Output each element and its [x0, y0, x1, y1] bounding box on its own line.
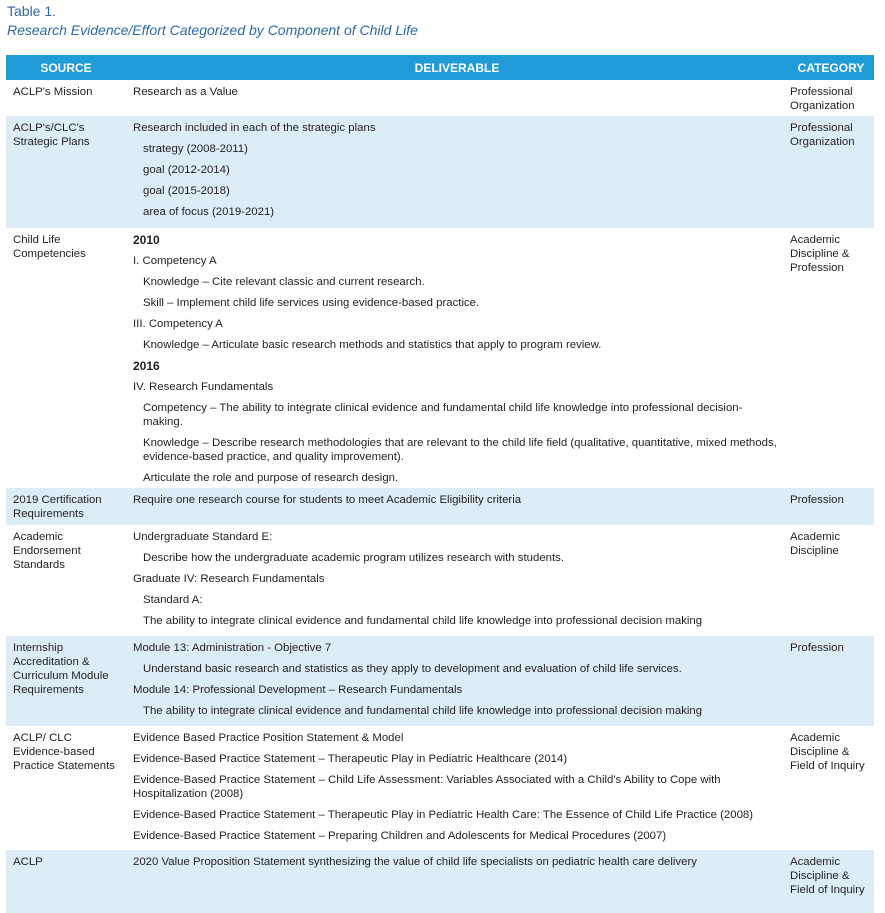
deliverable-cell	[126, 80, 788, 116]
deliverable-cell	[126, 726, 788, 850]
table-row	[6, 488, 874, 525]
category-cell: Profession	[788, 488, 874, 525]
table-label: Table 1.	[7, 3, 57, 19]
source-cell: Internship Accreditation & Curriculum Module Requirements	[6, 636, 126, 726]
deliverable-line: Research included in each of the strategic plans	[133, 122, 376, 134]
year-heading: 2010	[133, 233, 160, 247]
deliverable-line: goal (2012-2014)	[143, 164, 230, 176]
deliverable-line: Graduate IV: Research Fundamentals	[133, 573, 325, 585]
deliverable-line: Module 14: Professional Development – Research Fundamentals	[133, 684, 463, 696]
deliverable-line: Undergraduate Standard E:	[133, 531, 273, 543]
source-cell: 2019 Certification Requirements	[6, 488, 126, 525]
category-cell: Profession	[788, 636, 874, 726]
category-cell: Professional Organization	[788, 80, 874, 116]
research-evidence-table	[6, 55, 874, 913]
deliverable-line: Evidence-Based Practice Statement – Preparing Children and Adolescents for Medical Procedures (2007)	[133, 830, 667, 842]
deliverable-line: Require one research course for students to meet Academic Eligibility criteria	[133, 494, 522, 506]
deliverable-line: strategy (2008-2011)	[143, 143, 248, 155]
deliverable-line: Module 13: Administration - Objective 7	[133, 642, 332, 654]
deliverable-line: Evidence-Based Practice Statement – Therapeutic Play in Pediatric Healthcare (2014)	[133, 753, 568, 765]
deliverable-line: III. Competency A	[133, 318, 223, 330]
deliverable-cell	[126, 488, 788, 525]
source-cell: ACLP's Mission	[6, 80, 126, 116]
deliverable-line: Articulate the role and purpose of research design.	[143, 472, 399, 484]
source-cell: ACLP	[6, 850, 126, 913]
category-cell: Academic Discipline & Profession	[788, 228, 874, 488]
deliverable-line: Competency – The ability to integrate clinical evidence and fundamental child life knowledge into professional decision-making.	[143, 402, 743, 428]
source-cell: ACLP's/CLC's Strategic Plans	[6, 116, 126, 228]
category-cell: Professional Organization	[788, 116, 874, 228]
deliverable-line: 2020 Value Proposition Statement synthesizing the value of child life specialists on pediatric health care delivery	[133, 856, 697, 868]
year-heading: 2016	[133, 359, 160, 373]
deliverable-line: The ability to integrate clinical evidence and fundamental child life knowledge into professional decision making	[143, 615, 703, 627]
table-row	[6, 80, 874, 116]
source-cell: ACLP/ CLC Evidence-based Practice Statements	[6, 726, 126, 850]
table-row	[6, 726, 874, 850]
deliverable-line: Evidence-Based Practice Statement – Therapeutic Play in Pediatric Health Care: The Essence of Child Life Practice (2008)	[133, 809, 754, 821]
deliverable-line: Research as a Value	[133, 86, 238, 98]
table-row	[6, 116, 874, 228]
deliverable-cell	[126, 850, 788, 913]
table-caption	[7, 3, 418, 40]
source-cell: Academic Endorsement Standards	[6, 525, 126, 636]
deliverable-line: Standard A:	[143, 594, 203, 606]
header-source: SOURCE	[6, 55, 126, 80]
deliverable-line: Evidence Based Practice Position Statement & Model	[133, 732, 404, 744]
source-cell: Child Life Competencies	[6, 228, 126, 488]
table-row	[6, 850, 874, 913]
deliverable-cell	[126, 228, 788, 488]
deliverable-line: Describe how the undergraduate academic program utilizes research with students.	[143, 552, 565, 564]
category-cell: Academic Discipline & Field of Inquiry	[788, 726, 874, 850]
deliverable-line: goal (2015-2018)	[143, 185, 230, 197]
deliverable-cell	[126, 116, 788, 228]
table-title: Research Evidence/Effort Categorized by Component of Child Life	[7, 22, 418, 38]
table-row	[6, 636, 874, 726]
table-row	[6, 525, 874, 636]
deliverable-line: Knowledge – Describe research methodologies that are relevant to the child life field (qualitative, quantitative, mixed methods, evidence-based practice, and quality improvement).	[143, 437, 777, 463]
deliverable-line: area of focus (2019-2021)	[143, 206, 275, 218]
deliverable-line: Skill – Implement child life services using evidence-based practice.	[143, 297, 480, 309]
deliverable-line: Understand basic research and statistics as they apply to development and evaluation of child life services.	[143, 663, 682, 675]
deliverable-line: Knowledge – Cite relevant classic and current research.	[143, 276, 425, 288]
table-header-row	[6, 55, 874, 80]
deliverable-line: Knowledge – Articulate basic research methods and statistics that apply to program review.	[143, 339, 602, 351]
header-category: CATEGORY	[788, 55, 874, 80]
category-cell: Academic Discipline	[788, 525, 874, 636]
deliverable-line: The ability to integrate clinical evidence and fundamental child life knowledge into professional decision making	[143, 705, 703, 717]
deliverable-line: IV. Research Fundamentals	[133, 381, 274, 393]
deliverable-cell	[126, 525, 788, 636]
category-cell: Academic Discipline & Field of Inquiry	[788, 850, 874, 913]
deliverable-cell	[126, 636, 788, 726]
deliverable-line: Evidence-Based Practice Statement – Child Life Assessment: Variables Associated with a Child's Ability to Cope with Hospitalization (2008)	[133, 774, 721, 800]
table-row	[6, 228, 874, 488]
header-deliverable: DELIVERABLE	[126, 55, 788, 80]
deliverable-line: I. Competency A	[133, 255, 217, 267]
